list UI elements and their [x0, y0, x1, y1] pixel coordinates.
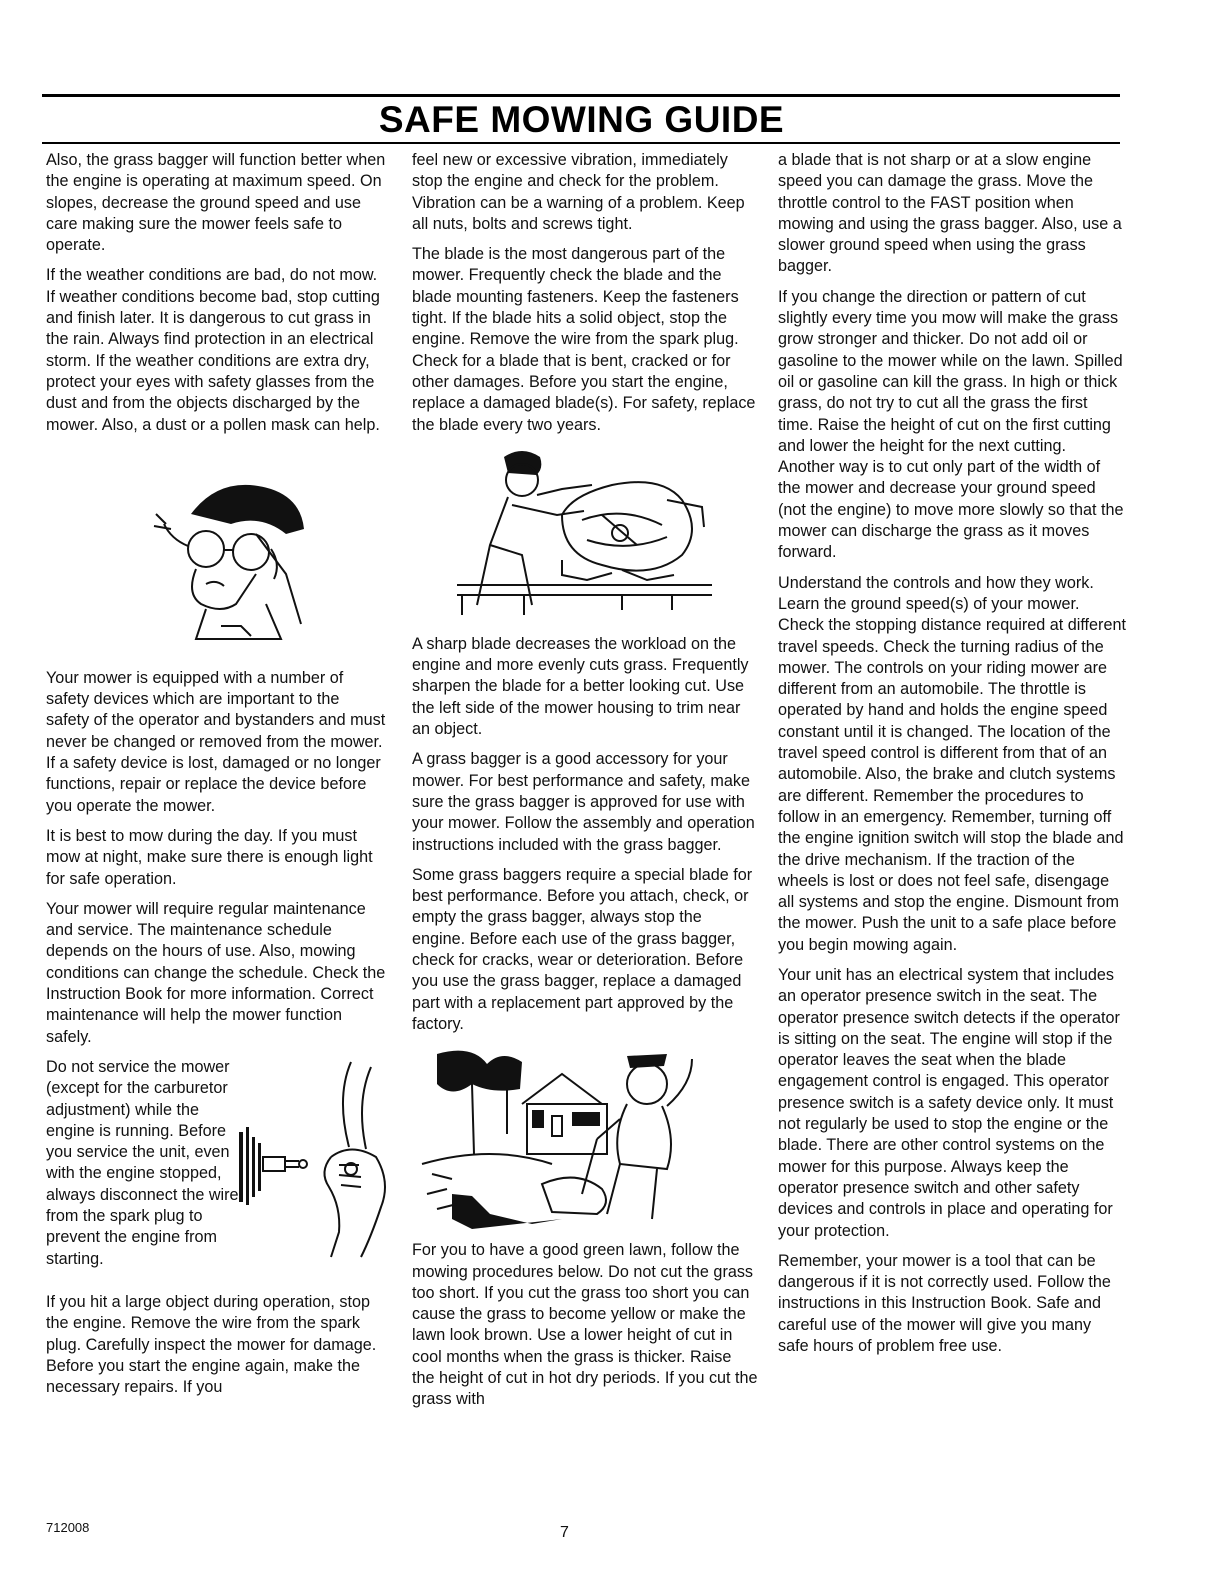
paragraph: If you change the direction or pattern of cut slightly every time you mow will make the grass grow stronger and thicker. Do not add oil or gasoline to the mower while on the lawn. Spilled oil or gasoline can kill the grass. In high or thick grass, do not try to cut all the grass the first time. Raise the height of cut on the first cutting and lower the height for the next cutting. Another way is to cut only part of the width of the mower and decrease your ground speed (not the engine) to move more slowly so that the mower can discharge the grass as it moves forward.	[778, 287, 1124, 562]
column-1	[46, 150, 386, 1407]
hand-with-wire-icon	[324, 1062, 385, 1257]
spark-plug-illustration	[231, 1057, 391, 1277]
paragraph: If the weather conditions are bad, do not mow. If weather conditions become bad, stop cutting and finish later. It is dangerous to cut grass in the rain. Always find protection in an electrical storm. If the weather conditions are extra dry, protect your eyes with safety glasses from the dust and from the objects discharged by the mower. Also, a dust or a pollen mask can help.	[46, 266, 380, 434]
blade-inspection-illustration	[412, 445, 758, 620]
paragraph: Your mower will require regular maintenance and service. The maintenance schedule depends on the hours of use. Also, mowing conditions can change the schedule. Check the Instruction Book for more information. Correct maintenance will help the mower function safely.	[46, 899, 386, 1046]
paragraph: Your unit has an electrical system that includes an operator presence switch in the seat. The operator presence switch detects if the operator is sitting on the seat. The engine will stop if the operator leaves the seat when the blade engagement control is engaged. This operator presence switch is a safety device only. It must not regularly be used to stop the engine or the blade. There are other control systems on the mower for this purpose. Always keep the operator presence switch and other safety devices and controls in place and operating for your protection.	[778, 965, 1120, 1240]
man-mowing-icon	[582, 1054, 692, 1219]
paragraph: Remember, your mower is a tool that can be dangerous if it is not correctly used. Follow the instructions in this Instruction Book. Safe and careful use of the mower will give you many safe hours of problem free use.	[778, 1251, 1111, 1356]
person-with-glasses-icon	[154, 485, 304, 639]
column-3	[778, 150, 1126, 1366]
safety-glasses-illustration	[46, 454, 386, 664]
paragraph: Also, the grass bagger will function better when the engine is operating at maximum speed. On slopes, decrease the ground speed and use care making sure the mower feels safe to operate.	[46, 151, 386, 255]
trees-icon	[437, 1051, 522, 1154]
paragraph: It is best to mow during the day. If you must mow at night, make sure there is enough light for safe operation.	[46, 826, 373, 888]
paragraph: A sharp blade decreases the workload on the engine and more evenly cuts grass. Frequently sharpen the blade for a better looking cut. Use the left side of the mower housing to trim near an object.	[412, 634, 749, 739]
house-icon	[522, 1074, 607, 1154]
service-warning-block	[46, 1057, 386, 1292]
spark-plug-icon	[239, 1127, 307, 1205]
mower-and-grass-icon	[422, 1154, 606, 1229]
paragraph: The blade is the most dangerous part of the mower. Frequently check the blade and the blade mounting fasteners. Keep the fasteners tight. If the blade hits a solid object, stop the engine. Remove the wire from the spark plug. Check for a blade that is bent, cracked or for other damages. Before you start the engine, replace a damaged blade(s). For safety, replace the blade every two years.	[412, 245, 756, 434]
paragraph: Understand the controls and how they work. Learn the ground speed(s) of your mower. Check the stopping distance required at different travel speeds. Check the turning radius of the mower. The controls on your riding mower are different from an automobile. The throttle is operated by hand and holds the engine speed constant until it is changed. The location of the travel speed control is different from that of an automobile. Also, the brake and clutch systems are different. Remember the procedures to follow in an emergency. Remember, turning off the engine ignition switch will stop the blade and the drive mechanism. If the traction of the wheels is lost or does not feel safe, disengage all systems and stop the engine. Dismount from the mower. Push the unit to a safe place before you begin mowing again.	[778, 573, 1126, 954]
paragraph: If you hit a large object during operation, stop the engine. Remove the wire from the spark plug. Carefully inspect the mower for damage. Before you start the engine again, make the necessary repairs. If you	[46, 1292, 377, 1397]
page-title: SAFE MOWING GUIDE	[378, 99, 785, 140]
person-inspecting-blade-icon	[457, 451, 712, 615]
paragraph: For you to have a good green lawn, follow the mowing procedures below. Do not cut the grass too short. If you cut the grass too short you can cause the grass to become yellow or make the lawn look brown. Use a lower height of cut in cool months when the grass is thicker. Raise the height of cut in hot dry periods. If you cut the grass with	[412, 1241, 758, 1409]
paragraph: a blade that is not sharp or at a slow engine speed you can damage the grass. Move the throttle control to the FAST position when mowing and using the grass bagger. Also, use a slower ground speed when using the grass bagger.	[778, 151, 1122, 276]
paragraph: Some grass baggers require a special blade for best performance. Before you attach, check, or empty the grass bagger, always stop the engine. Before each use of the grass bagger, check for cracks, wear or deterioration. Before you use the grass bagger, replace a damaged part with a replacement part approved by the factory.	[412, 865, 753, 1033]
paragraph: Your mower is equipped with a number of safety devices which are important to the safety of the operator and bystanders and must never be changed or removed from the mower. If a safety device is lost, damaged or no longer functions, repair or replace the device before you operate the mower.	[46, 668, 386, 815]
top-rule	[42, 94, 1120, 97]
title-underline	[42, 142, 1120, 144]
mowing-lawn-illustration	[412, 1044, 758, 1234]
paragraph: feel new or excessive vibration, immediately stop the engine and check for the problem. Vibration can be a warning of a problem. Keep all nuts, bolts and screws tight.	[412, 151, 745, 233]
paragraph: A grass bagger is a good accessory for your mower. For best performance and safety, make sure the grass bagger is approved for use with your mower. Follow the assembly and operation instructions included with the grass bagger.	[412, 750, 755, 854]
paragraph: Do not service the mower (except for the carburetor adjustment) while the engine is running. Before you service the unit, even with the engine stopped, always disconnect the wire from the spark plug to prevent the engine from starting.	[46, 1057, 239, 1268]
column-2	[412, 150, 758, 1420]
document-code: 712008	[46, 1520, 90, 1535]
page-number: 7	[560, 1524, 569, 1541]
